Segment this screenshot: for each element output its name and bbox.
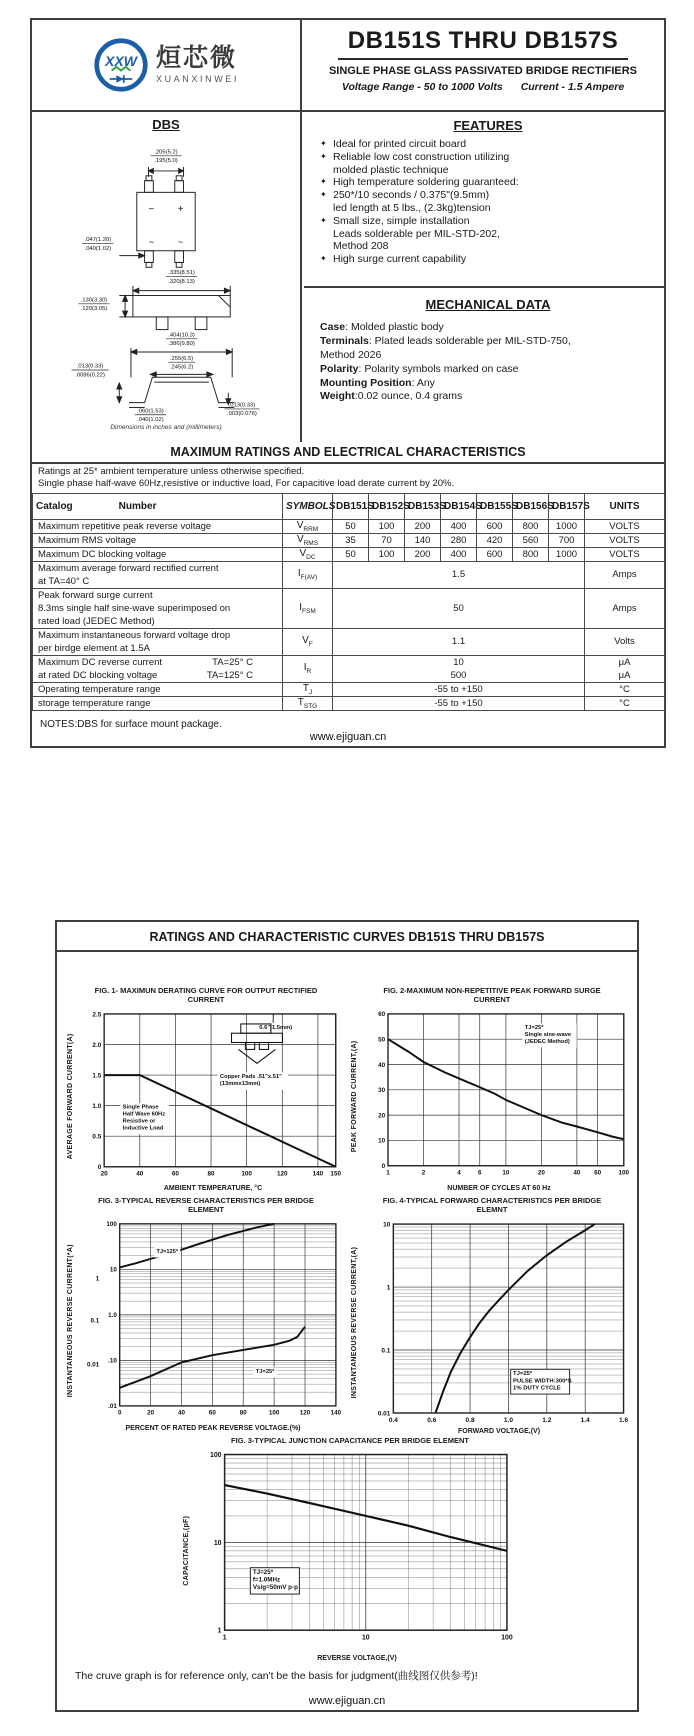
svg-text:10: 10: [109, 1266, 117, 1274]
rating-value: 10 500: [333, 655, 585, 682]
range-line: [302, 81, 664, 93]
chart-annotation: f=1.0MHz: [252, 1576, 281, 1584]
logo-icon: [93, 37, 149, 93]
chart-annotation: (JEDEC Method): [524, 1038, 570, 1045]
svg-text:0.5: 0.5: [92, 1133, 102, 1141]
svg-text:40: 40: [136, 1170, 144, 1178]
svg-text:100: 100: [501, 1634, 513, 1642]
dim-label: .013(0.33): [228, 402, 256, 409]
dim-label: .0086(0.22): [75, 372, 105, 379]
svg-text:0.1: 0.1: [381, 1347, 391, 1355]
dim-label: .047(1.20): [84, 237, 112, 244]
mech-line: Terminals: Plated leads solderable per MIL-STD-750,: [320, 335, 571, 348]
svg-text:0: 0: [117, 1409, 122, 1417]
svg-text:20: 20: [100, 1170, 108, 1178]
symbol: $I_{FSM}$: [283, 588, 333, 628]
svg-text:0.6: 0.6: [427, 1416, 437, 1424]
parameter-label: storage temperature range: [33, 696, 283, 710]
unit: °C: [585, 696, 665, 710]
mech-line: Mounting Position: Any: [320, 376, 435, 389]
chart-svg-fig4: [365, 1217, 633, 1428]
svg-text:150: 150: [330, 1170, 342, 1178]
rating-value: 600: [477, 547, 513, 561]
figure-2-xlabel: NUMBER OF CYCLES AT 60 Hz: [447, 1185, 551, 1192]
figure-5-junction-capacitance: [183, 1436, 517, 1662]
datasheet-page-1: [30, 18, 666, 748]
parameter-label: Maximum repetitive peak reverse voltage: [33, 519, 283, 533]
dimensions-note: Dimensions in inches and (millimeters): [110, 424, 222, 431]
symbol: $T_J$: [283, 682, 333, 696]
brand-chinese: 烜芯微: [155, 44, 237, 72]
unit: Volts: [585, 628, 665, 655]
mechanical-section: [304, 288, 664, 404]
polarity-mark: −: [148, 203, 155, 215]
symbols-header: SYMBOLS: [283, 493, 333, 519]
figure-2-surge-current: [351, 986, 633, 1192]
device-header: DB156S: [513, 493, 549, 519]
dim-label: .404(10.3): [168, 332, 195, 339]
chart-annotation: Vsig=50mV p-p: [252, 1584, 298, 1592]
chart-annotation: PULSE WIDTH:300*S: [513, 1378, 572, 1385]
voltage-range: Voltage Range - 50 to 1000 Volts: [341, 81, 503, 93]
rating-value: 50: [333, 519, 369, 533]
figure-5-plot: [197, 1447, 517, 1655]
table-row: [33, 533, 665, 547]
figure-5-xlabel: REVERSE VOLTAGE,(V): [317, 1655, 397, 1662]
rating-value: 50: [333, 547, 369, 561]
rating-value: -55 to +150: [333, 682, 585, 696]
svg-text:100: 100: [209, 1452, 222, 1460]
svg-text:80: 80: [239, 1409, 247, 1417]
unit: VOLTS: [585, 547, 665, 561]
series-TJ-125: [120, 1224, 274, 1268]
table-row: [33, 696, 665, 710]
svg-text:6: 6: [477, 1169, 482, 1177]
ratings-note-1: Ratings at 25* ambient temperature unless otherwise specified.: [38, 466, 305, 477]
brand-english: XUANXINWEI: [155, 74, 239, 84]
svg-text:0.01: 0.01: [87, 1361, 100, 1369]
chart-svg-fig3: [81, 1217, 345, 1421]
dim-label: .003(0.076): [227, 411, 257, 418]
dim-label: .013(0.33): [76, 363, 104, 370]
package-name: DBS: [152, 117, 180, 132]
features-section: [304, 112, 664, 288]
logo-letters: XXW: [105, 52, 137, 69]
mech-line: Weight:0.02 ounce, 0.4 grams: [320, 390, 463, 403]
chart-annotation: Copper Pads .51"x.51": [219, 1073, 282, 1080]
svg-text:0: 0: [381, 1162, 386, 1170]
device-header: DB153S: [405, 493, 441, 519]
svg-text:1: 1: [386, 1169, 390, 1177]
part-number-title: DB151S THRU DB157S: [338, 27, 628, 60]
rating-value: 100: [369, 547, 405, 561]
chart-annotation: Half Wave 60Hz: [122, 1111, 166, 1118]
dim-label: .040(1.02): [137, 417, 164, 424]
figure-3-ylabel: INSTANTANEOUS REVERSE CURRENT(*A): [67, 1244, 74, 1398]
unit: Amps: [585, 561, 665, 588]
symbol: $T_{STG}$: [283, 696, 333, 710]
svg-text:1: 1: [95, 1275, 100, 1283]
svg-text:40: 40: [177, 1409, 185, 1417]
disclaimer-text: The cruve graph is for reference only, can't be the basis for judgment(曲线图仅供参考)!: [75, 1670, 478, 1682]
rating-value: 400: [441, 519, 477, 533]
ratings-table: [32, 493, 665, 711]
svg-text:0.1: 0.1: [90, 1317, 100, 1325]
figure-4-title: FIG. 4-TYPICAL FORWARD CHARACTERISTICS PER BRIDGE ELEMNT: [382, 1196, 602, 1215]
svg-text:1.0: 1.0: [92, 1102, 102, 1110]
svg-text:2: 2: [421, 1169, 426, 1177]
svg-text:50: 50: [378, 1036, 386, 1044]
rating-value: 1.5: [333, 561, 585, 588]
ratings-section: [32, 442, 664, 730]
svg-text:60: 60: [171, 1170, 179, 1178]
unit: VOLTS: [585, 533, 665, 547]
rating-value: 600: [477, 519, 513, 533]
rating-value: 35: [333, 533, 369, 547]
parameter-label: Peak forward surge current 8.3ms single half sine-wave superimposed on rated load (JEDEC Method): [33, 588, 283, 628]
table-row: [33, 655, 665, 682]
page1-footer-link[interactable]: www.ejiguan.cn: [309, 731, 387, 743]
chart-annotation: Inductive Load: [122, 1125, 164, 1132]
svg-text:60: 60: [378, 1010, 386, 1018]
chart-annotation: 1% DUTY CYCLE: [513, 1385, 561, 1392]
rating-value: 200: [405, 547, 441, 561]
svg-text:1: 1: [217, 1628, 222, 1636]
svg-text:20: 20: [378, 1112, 386, 1120]
table-header-row: [33, 493, 665, 519]
mech-line: Case: Molded plastic body: [320, 321, 444, 334]
subtitle: SINGLE PHASE GLASS PASSIVATED BRIDGE RECTIFIERS: [328, 65, 638, 77]
figure-4-xlabel: FORWARD VOLTAGE,(V): [457, 1428, 541, 1436]
figure-3-title: FIG. 3-TYPICAL REVERSE CHARACTERISTICS PER BRIDGE ELEMENT: [98, 1196, 314, 1215]
svg-text:0.4: 0.4: [388, 1416, 398, 1424]
curves-title: RATINGS AND CHARACTERISTIC CURVES DB151S THRU DB157S: [57, 922, 637, 952]
figure-2-title: FIG. 2-MAXIMUM NON-REPETITIVE PEAK FORWARD SURGE CURRENT: [383, 986, 601, 1005]
table-row: [33, 588, 665, 628]
device-header: DB151S: [333, 493, 369, 519]
symbol: $V_{DC}$: [283, 547, 333, 561]
figure-1-plot: [81, 1007, 345, 1185]
figure-2-ylabel: PEAK FORWARD CURRENT,(A): [351, 1040, 358, 1152]
svg-text:0: 0: [97, 1163, 102, 1171]
unit: Amps: [585, 588, 665, 628]
svg-text:1.4: 1.4: [580, 1416, 590, 1424]
polarity-mark: ~: [148, 236, 154, 247]
dim-label: .040(1.02): [84, 245, 112, 252]
rating-value: 560: [513, 533, 549, 547]
dim-label: .195(5.0): [154, 158, 178, 165]
package-diagram: [33, 132, 299, 424]
ratings-title: MAXIMUM RATINGS AND ELECTRICAL CHARACTERISTICS: [32, 442, 664, 464]
mechanical-lines: [320, 321, 656, 404]
rating-value: 280: [441, 533, 477, 547]
polarity-mark: +: [177, 203, 184, 215]
svg-text:1.6: 1.6: [619, 1416, 629, 1424]
svg-text:100: 100: [106, 1220, 117, 1228]
figure-3-plot: [81, 1217, 345, 1425]
dim-label: .335(8.51): [168, 270, 195, 277]
figure-1-title: FIG. 1- MAXIMUN DERATING CURVE FOR OUTPUT RECTIFIED CURRENT: [94, 986, 318, 1005]
right-column: [304, 112, 664, 442]
svg-text:40: 40: [573, 1169, 581, 1177]
feature-item: ✦ Small size, simple installation Leads solderable per MIL-STD-202, Method 208: [320, 215, 656, 253]
svg-text:100: 100: [241, 1170, 252, 1178]
feature-item: ✦ 250*/10 seconds / 0.375"(9.5mm) led length at 5 lbs., (2.3kg)tension: [320, 189, 656, 215]
dim-label: .320(8.13): [168, 278, 195, 285]
svg-text:2.5: 2.5: [92, 1011, 102, 1019]
catalog-number-header: Catalog Number: [33, 493, 283, 519]
svg-text:1.0: 1.0: [503, 1416, 513, 1424]
svg-text:60: 60: [594, 1169, 602, 1177]
table-notes: NOTES:DBS for surface mount package.: [40, 718, 222, 730]
chart-annotation: TJ=25*: [513, 1370, 533, 1377]
svg-text:30: 30: [378, 1086, 386, 1094]
symbol: $V_{RMS}$: [283, 533, 333, 547]
package-diagram-panel: [32, 112, 302, 442]
svg-text:10: 10: [378, 1137, 386, 1145]
rating-value: 1000: [549, 519, 585, 533]
table-row: [33, 682, 665, 696]
parameter-label: Maximum average forward rectified current at TA=40° C: [33, 561, 283, 588]
table-row: [33, 561, 665, 588]
svg-text:20: 20: [537, 1169, 545, 1177]
figure-2-plot: [365, 1007, 633, 1185]
device-header: DB155S: [477, 493, 513, 519]
polarity-mark: ~: [178, 236, 184, 247]
parameter-label: Maximum RMS voltage: [33, 533, 283, 547]
svg-text:100: 100: [268, 1409, 280, 1417]
rating-value: 800: [513, 547, 549, 561]
figure-4-plot: [365, 1217, 633, 1428]
current-rating: Current - 1.5 Ampere: [520, 81, 625, 93]
ratings-notes: [32, 464, 664, 493]
chart-annotation: Single Phase: [122, 1104, 159, 1111]
figure-4-forward-characteristics: [351, 1196, 633, 1436]
brand-text: [156, 46, 239, 84]
rating-value: 1.1: [333, 628, 585, 655]
svg-text:100: 100: [618, 1169, 630, 1177]
svg-text:1: 1: [386, 1284, 391, 1292]
dim-label: .386(9.80): [168, 341, 195, 348]
table-body: [33, 519, 665, 710]
svg-text:80: 80: [207, 1170, 215, 1178]
figure-1-ylabel: AVERAGE FORWARD CURRENT(A): [67, 1033, 74, 1159]
datasheet-page-2: [55, 920, 639, 1712]
rating-value: 140: [405, 533, 441, 547]
ratings-note-2: Single phase half-wave 60Hz,resistive or inductive load, For capacitive load derate current by 20%.: [38, 477, 455, 489]
chart-annotation: TJ=125*: [156, 1248, 179, 1255]
svg-text:10: 10: [213, 1540, 222, 1548]
svg-text:10: 10: [502, 1169, 510, 1177]
chart-annotation: TJ=25*: [524, 1024, 544, 1031]
dim-label: .245(6.2): [169, 364, 194, 371]
figure-3-xlabel: PERCENT OF RATED PEAK REVERSE VOLTAGE.(%): [125, 1425, 301, 1432]
feature-item: ✦ Reliable low cost construction utilizing molded plastic technique: [320, 151, 656, 177]
features-list: [320, 138, 656, 266]
parameter-label: Maximum DC blocking voltage: [33, 547, 283, 561]
svg-text:2.0: 2.0: [92, 1041, 102, 1049]
svg-text:10: 10: [383, 1221, 391, 1229]
figure-3-reverse-characteristics: [67, 1196, 345, 1432]
dim-label: .205(5.2): [154, 149, 178, 156]
symbol: $I_{F(AV)}$: [283, 561, 333, 588]
parameter-label: Maximum DC reverse current TA=25° C at rated DC blocking voltage TA=125° C: [33, 655, 283, 682]
svg-text:.01: .01: [108, 1402, 117, 1410]
svg-text:140: 140: [312, 1170, 324, 1178]
chart-svg-fig2: [365, 1007, 633, 1181]
rating-value: 200: [405, 519, 441, 533]
dim-label: .255(6.5): [169, 355, 194, 362]
rating-value: 70: [369, 533, 405, 547]
figure-5-ylabel: CAPACITANCE,(pF): [183, 1516, 190, 1587]
svg-text:0.01: 0.01: [377, 1410, 391, 1418]
figure-1-derating-curve: [67, 986, 345, 1192]
mech-line: Polarity: Polarity symbols marked on case: [320, 362, 519, 375]
chart-annotation: (13mmx13mm): [219, 1080, 261, 1087]
device-header: DB152S: [369, 493, 405, 519]
svg-text:4: 4: [457, 1169, 461, 1177]
svg-text:120: 120: [276, 1170, 288, 1178]
svg-text:10: 10: [361, 1634, 370, 1642]
table-row: [33, 547, 665, 561]
unit: VOLTS: [585, 519, 665, 533]
unit: °C: [585, 682, 665, 696]
dim-label: .060(1.53): [137, 408, 164, 415]
chart-annotation: 0.6"(1.5mm): [259, 1024, 293, 1031]
device-header: DB154S: [441, 493, 477, 519]
svg-text:40: 40: [378, 1061, 386, 1069]
chart-svg-fig5: [197, 1447, 517, 1647]
rating-value: 100: [369, 519, 405, 533]
chart-annotation: TJ=25*: [255, 1368, 275, 1375]
chart-annotation: Resistive or: [122, 1118, 156, 1125]
title-block: [302, 20, 664, 110]
parameter-label: Operating temperature range: [33, 682, 283, 696]
symbol: $V_{RRM}$: [283, 519, 333, 533]
rating-value: -55 to +150: [333, 696, 585, 710]
mechanical-title: MECHANICAL DATA: [425, 297, 551, 312]
units-header: UNITS: [585, 493, 665, 519]
rating-value: 400: [441, 547, 477, 561]
feature-item: ✦ High temperature soldering guaranteed:: [320, 176, 656, 189]
rating-value: 800: [513, 519, 549, 533]
svg-text:140: 140: [330, 1409, 342, 1417]
chart-annotation: Single sine-wave: [524, 1031, 572, 1038]
svg-text:1.5: 1.5: [92, 1072, 102, 1080]
symbol: $I_R$: [283, 655, 333, 682]
chart-svg-fig1: [81, 1007, 345, 1182]
features-title: FEATURES: [453, 118, 523, 133]
svg-text:0.8: 0.8: [465, 1416, 475, 1424]
table-row: [33, 628, 665, 655]
figure-5-title: FIG. 3-TYPICAL JUNCTION CAPACITANCE PER BRIDGE ELEMENT: [231, 1436, 469, 1445]
chart-annotation: TJ=25*: [252, 1569, 274, 1577]
svg-text:20: 20: [147, 1409, 155, 1417]
device-header: DB157S: [549, 493, 585, 519]
mech-line: Method 2026: [320, 348, 382, 361]
svg-text:1.0: 1.0: [108, 1311, 117, 1319]
page1-header: [32, 20, 664, 112]
page2-footer-link[interactable]: www.ejiguan.cn: [308, 1695, 386, 1707]
rating-value: 1000: [549, 547, 585, 561]
figure-1-xlabel: AMBIENT TEMPERATURE, °C: [163, 1185, 263, 1192]
feature-item: ✦ Ideal for printed circuit board: [320, 138, 656, 151]
svg-text:.10: .10: [108, 1357, 117, 1365]
rating-value: 700: [549, 533, 585, 547]
table-row: [33, 519, 665, 533]
figure-4-ylabel: INSTANTANEOUS REVERSE CURRENT,(A): [351, 1246, 358, 1399]
parameter-label: Maximum instantaneous forward voltage drop per birdge element at 1.5A: [33, 628, 283, 655]
symbol: $V_F$: [283, 628, 333, 655]
rating-value: 420: [477, 533, 513, 547]
dim-label: .120(3.05): [80, 306, 108, 313]
logo: [32, 20, 302, 110]
svg-text:120: 120: [299, 1409, 311, 1417]
svg-text:60: 60: [208, 1409, 216, 1417]
unit: μA μA: [585, 655, 665, 682]
svg-text:1.2: 1.2: [542, 1416, 552, 1424]
svg-text:1: 1: [222, 1634, 227, 1642]
dim-label: .130(3.30): [80, 297, 108, 304]
rating-value: 50: [333, 588, 585, 628]
feature-item: ✦ High surge current capability: [320, 253, 656, 266]
